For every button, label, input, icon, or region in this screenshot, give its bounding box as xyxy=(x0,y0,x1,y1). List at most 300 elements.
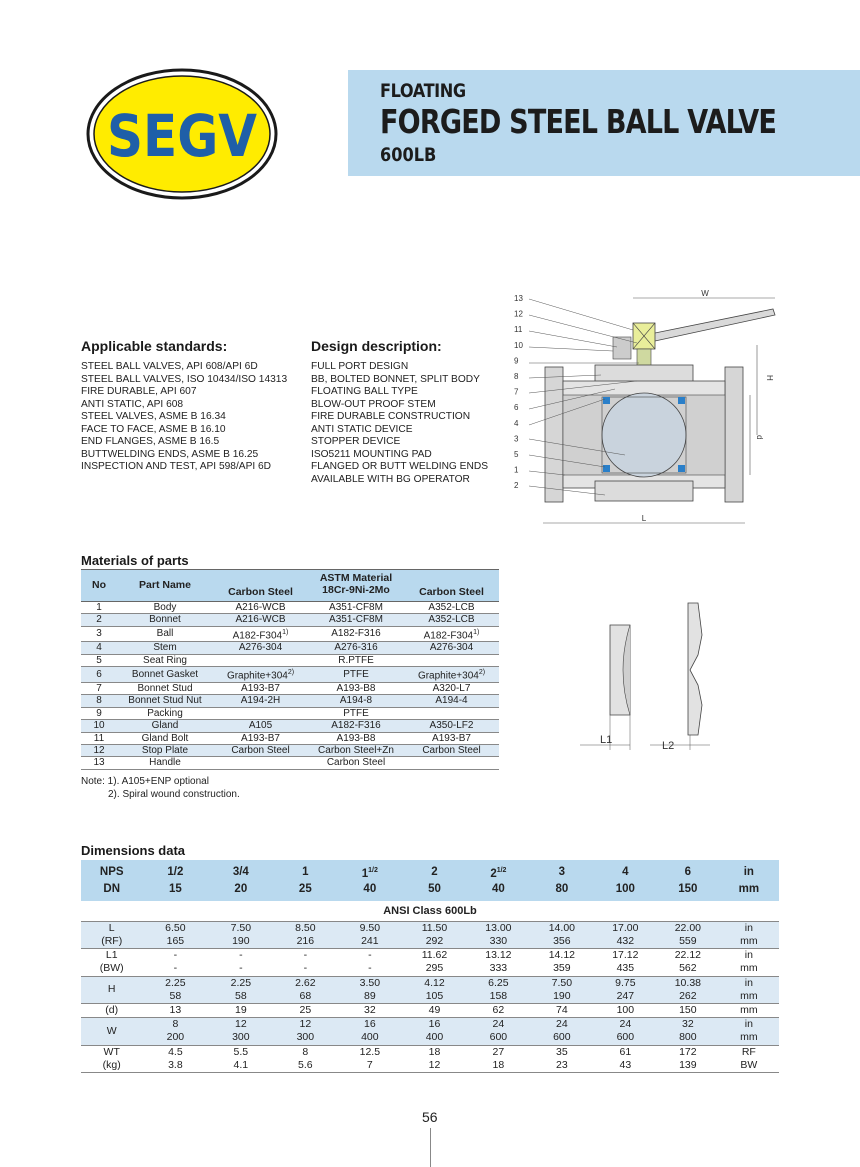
part-no: 4 xyxy=(96,642,102,654)
dn-label: DN xyxy=(103,882,121,895)
dim-value: 89 xyxy=(337,990,402,1004)
note-2: 2). Spiral wound construction. xyxy=(108,788,240,800)
dim-value: 7 xyxy=(337,1059,402,1073)
design-item: AVAILABLE WITH BG OPERATOR xyxy=(311,473,470,485)
product-subtitle: FLOATING xyxy=(380,80,466,102)
material-row xyxy=(81,720,499,732)
nps-whole: in xyxy=(743,865,754,878)
material-value: Graphite+304 xyxy=(226,670,288,682)
footnote-ref: 1) xyxy=(473,628,480,636)
dim-row-in xyxy=(81,976,779,990)
dim-row-in xyxy=(81,1018,779,1032)
dim-value: 100 xyxy=(594,1004,657,1018)
dim-value: 300 xyxy=(208,1031,273,1045)
dim-value: 2.25 xyxy=(208,976,273,990)
dim-value: 14.12 xyxy=(548,949,575,962)
material-row xyxy=(81,614,499,626)
material-value: A216-WCB xyxy=(235,614,286,626)
dim-value: 7.50 xyxy=(208,921,273,935)
material-cs1 xyxy=(213,667,308,683)
part-no: 12 xyxy=(93,744,105,756)
part-name: Bonnet xyxy=(149,614,181,626)
dim-value: 58 xyxy=(142,990,208,1004)
part-name: Handle xyxy=(149,757,181,769)
callout-3: 3 xyxy=(514,434,519,444)
dim-w-label: W xyxy=(701,289,709,298)
callout-1: 1 xyxy=(514,465,519,475)
dim-value: 158 xyxy=(467,990,530,1004)
callout-2: 2 xyxy=(514,481,519,491)
dim-value: 4.5 xyxy=(168,1045,183,1058)
nps-fraction: 1/2 xyxy=(496,867,507,874)
material-row xyxy=(81,626,499,642)
material-value: A194-4 xyxy=(435,695,468,707)
dim-value: in xyxy=(719,921,779,935)
callout-13: 13 xyxy=(514,294,523,303)
material-ss xyxy=(308,601,404,613)
dn-value: 50 xyxy=(428,882,441,895)
dim-label: H xyxy=(81,976,142,1003)
standards-section xyxy=(81,338,287,474)
dim-value: 172 xyxy=(679,1045,697,1058)
design-item: STOPPER DEVICE xyxy=(311,436,401,447)
material-value: A276-316 xyxy=(334,642,378,654)
material-value: Graphite+304 xyxy=(417,670,479,682)
material-value: A193-B7 xyxy=(241,732,280,744)
dim-label: (d) xyxy=(81,1004,142,1018)
material-value: PTFE xyxy=(343,668,369,680)
part-no: 1 xyxy=(96,601,102,613)
dim-value: 13.00 xyxy=(467,921,530,935)
material-cs1 xyxy=(213,614,308,626)
dim-row-mm xyxy=(81,962,779,976)
materials-table xyxy=(81,569,499,770)
dim-value: 200 xyxy=(142,1031,208,1045)
dim-value: - xyxy=(273,962,337,976)
material-cs1 xyxy=(213,695,308,707)
part-no: 3 xyxy=(96,628,102,640)
material-cs1 xyxy=(213,744,308,756)
dn-value: mm xyxy=(738,882,760,895)
dim-value: - xyxy=(208,962,273,976)
material-ss xyxy=(308,626,404,642)
material-value: A182-F304 xyxy=(232,629,283,641)
footnote-ref: 2) xyxy=(287,669,295,677)
material-row xyxy=(81,707,499,719)
part-name: Bonnet Stud Nut xyxy=(128,695,202,707)
dim-value: 74 xyxy=(530,1004,593,1018)
design-section xyxy=(311,338,488,486)
dim-value: 17.12 xyxy=(612,949,639,962)
callout-12: 12 xyxy=(514,309,523,319)
dim-value: 333 xyxy=(467,962,530,976)
dim-value: 5.5 xyxy=(233,1045,249,1058)
nps-value xyxy=(337,860,402,882)
dim-value: 600 xyxy=(467,1031,530,1045)
material-value: A193-B7 xyxy=(241,682,280,694)
material-value: A182-F304 xyxy=(423,629,474,641)
dim-value: 432 xyxy=(594,935,657,949)
standard-item: STEEL BALL VALVES, ISO 10434/ISO 14313 xyxy=(81,373,288,385)
nps-value xyxy=(273,860,337,882)
dim-label: L xyxy=(81,921,142,935)
dn-value: 80 xyxy=(555,882,569,895)
dim-sublabel: (RF) xyxy=(81,935,142,949)
dim-value: 43 xyxy=(594,1059,657,1073)
nps-label: NPS xyxy=(99,865,124,878)
standard-item: STEEL BALL VALVES, API 608/API 6D xyxy=(81,361,258,372)
dim-value: 190 xyxy=(208,935,273,949)
pressure-class: 600LB xyxy=(380,144,437,166)
dim-row-in xyxy=(81,1045,779,1059)
material-value: A193-B8 xyxy=(336,682,376,694)
logo-text: SEGV xyxy=(107,102,258,170)
dim-value: 4.12 xyxy=(402,976,466,990)
callout-10: 10 xyxy=(514,340,523,350)
col-stainless: 18Cr-9Ni-2Mo xyxy=(322,583,390,596)
dim-value: 2.62 xyxy=(273,976,337,990)
material-cs1 xyxy=(213,642,308,654)
dim-value: 105 xyxy=(402,990,466,1004)
material-value: Carbon Steel+Zn xyxy=(318,744,394,756)
part-name: Stem xyxy=(153,642,177,654)
nps-value xyxy=(467,860,530,882)
callout-5: 5 xyxy=(514,450,519,459)
material-cs2 xyxy=(404,695,499,707)
col-carbon-steel-2: Carbon Steel xyxy=(419,586,484,599)
nps-whole: 2 xyxy=(431,865,438,878)
dim-value: 292 xyxy=(402,935,466,949)
class-label: ANSI Class 600Lb xyxy=(81,901,779,922)
standard-item: ANTI STATIC, API 608 xyxy=(81,398,184,410)
standards-list xyxy=(81,361,287,474)
dim-value: 14.00 xyxy=(530,921,593,935)
dim-value: - xyxy=(173,949,178,962)
dim-value: 10.38 xyxy=(657,976,719,990)
material-value: A216-WCB xyxy=(235,601,286,613)
material-common: Carbon Steel xyxy=(326,757,386,769)
dim-l2-label: L2 xyxy=(662,740,675,752)
part-name: Bonnet Gasket xyxy=(131,668,199,680)
nps-fraction: 1/2 xyxy=(368,867,378,874)
material-ss xyxy=(308,732,404,744)
dim-l1-label: L1 xyxy=(600,734,613,746)
col-carbon-steel-1: Carbon Steel xyxy=(228,586,293,599)
dim-value: 359 xyxy=(530,962,593,976)
standard-item: BUTTWELDING ENDS, ASME B 16.25 xyxy=(81,448,259,460)
part-no: 2 xyxy=(96,614,102,626)
dim-label: W xyxy=(81,1018,142,1045)
dim-value: 8 xyxy=(302,1045,309,1058)
part-no: 7 xyxy=(96,682,102,694)
dn-value: 25 xyxy=(298,882,312,895)
standard-item: END FLANGES, ASME B 16.5 xyxy=(81,436,220,447)
dim-value: 13 xyxy=(142,1004,208,1018)
material-cs2 xyxy=(404,614,499,626)
dim-value: 600 xyxy=(594,1031,657,1045)
dim-value: 12.5 xyxy=(359,1045,381,1058)
valve-section-drawing xyxy=(505,285,785,530)
dim-value: 12 xyxy=(273,1018,337,1032)
dim-value: 18 xyxy=(428,1045,441,1058)
material-value: A194-2H xyxy=(240,695,281,707)
dim-row-mm xyxy=(81,1059,779,1073)
dim-sublabel: (kg) xyxy=(81,1059,142,1073)
nps-whole: 2 xyxy=(490,867,497,880)
material-value: A276-304 xyxy=(238,642,283,654)
nps-value xyxy=(719,860,779,882)
material-row xyxy=(81,757,499,769)
material-cs2 xyxy=(404,720,499,732)
material-value: Carbon Steel xyxy=(231,744,290,756)
materials-note xyxy=(81,776,240,801)
callout-7: 7 xyxy=(514,387,519,397)
dim-value: 27 xyxy=(492,1045,505,1058)
nps-value xyxy=(594,860,657,882)
dim-value: 24 xyxy=(594,1018,657,1032)
design-heading: Design description: xyxy=(311,338,442,354)
part-no: 6 xyxy=(96,668,102,680)
material-value: A193-B7 xyxy=(432,732,471,744)
dim-row-mm xyxy=(81,935,779,949)
material-cs2 xyxy=(404,732,499,744)
dim-value: 190 xyxy=(530,990,593,1004)
material-cs1 xyxy=(213,732,308,744)
nps-whole: 1 xyxy=(302,865,309,878)
material-cs2 xyxy=(404,601,499,613)
dim-value: 330 xyxy=(467,935,530,949)
dim-value: 12 xyxy=(402,1059,466,1073)
dim-value: 11.50 xyxy=(402,921,466,935)
part-no: 13 xyxy=(93,757,105,769)
dim-value: 17.00 xyxy=(594,921,657,935)
part-name: Gland Bolt xyxy=(141,732,189,744)
col-no: No xyxy=(92,579,106,592)
dimensions-table xyxy=(81,860,779,1073)
company-logo xyxy=(86,68,278,200)
material-ss xyxy=(308,720,404,732)
dim-value: 295 xyxy=(402,962,466,976)
material-value: A352-LCB xyxy=(428,614,475,626)
design-item: ISO5211 MOUNTING PAD xyxy=(311,448,432,460)
design-item: FLOATING BALL TYPE xyxy=(311,386,418,397)
design-item: ANTI STATIC DEVICE xyxy=(311,423,413,435)
material-value: A320-L7 xyxy=(432,682,471,694)
material-common: PTFE xyxy=(343,707,369,719)
dim-value: 35 xyxy=(556,1045,568,1058)
nps-value xyxy=(657,860,719,882)
material-row xyxy=(81,732,499,744)
nps-value xyxy=(208,860,273,882)
part-name: Packing xyxy=(147,707,183,719)
callout-11: 11 xyxy=(514,325,523,335)
dim-row-mm xyxy=(81,990,779,1004)
standard-item: FIRE DURABLE, API 607 xyxy=(81,386,197,397)
dim-value: 32 xyxy=(657,1018,719,1032)
material-ss xyxy=(308,744,404,756)
design-item: FLANGED OR BUTT WELDING ENDS xyxy=(311,461,488,472)
dim-value: RF xyxy=(741,1045,756,1058)
dimensions-heading: Dimensions data xyxy=(81,843,186,858)
nps-value xyxy=(530,860,593,882)
dim-value: 300 xyxy=(273,1031,337,1045)
material-common: R.PTFE xyxy=(338,654,374,666)
dim-value: 16 xyxy=(337,1018,402,1032)
dn-value: 20 xyxy=(234,882,248,895)
material-row xyxy=(81,654,499,666)
part-no: 10 xyxy=(93,720,105,732)
material-value: A182-F316 xyxy=(331,720,381,732)
dim-value: - xyxy=(239,949,243,962)
dim-value: 8 xyxy=(142,1018,208,1032)
dim-value: 562 xyxy=(657,962,719,976)
nps-whole: 1/2 xyxy=(167,865,184,878)
material-value: A182-F316 xyxy=(331,628,381,640)
callout-6: 6 xyxy=(514,403,519,413)
dim-value: 800 xyxy=(657,1031,719,1045)
note-1: Note: 1). A105+ENP optional xyxy=(81,776,209,787)
callout-4: 4 xyxy=(514,418,519,428)
dim-value: in xyxy=(719,976,779,990)
nps-value xyxy=(142,860,208,882)
material-ss xyxy=(308,642,404,654)
material-row xyxy=(81,695,499,707)
nps-whole: 1 xyxy=(361,867,369,880)
dim-value: 400 xyxy=(337,1031,402,1045)
material-cs2 xyxy=(404,744,499,756)
dim-value: 62 xyxy=(467,1004,530,1018)
dim-value: 61 xyxy=(619,1045,632,1058)
dim-value: 24 xyxy=(530,1018,593,1032)
design-item: BB, BOLTED BONNET, SPLIT BODY xyxy=(311,373,480,385)
material-cs1 xyxy=(213,626,308,642)
nps-whole: 3/4 xyxy=(232,865,249,878)
dim-value: 7.50 xyxy=(530,976,593,990)
dim-value: 32 xyxy=(337,1004,402,1018)
material-ss xyxy=(308,614,404,626)
dim-value: 435 xyxy=(594,962,657,976)
dim-value: 23 xyxy=(530,1059,593,1073)
material-cs2 xyxy=(404,667,499,683)
part-name: Bonnet Stud xyxy=(137,682,193,694)
material-row xyxy=(81,667,499,683)
dn-value: 40 xyxy=(491,882,505,895)
part-no: 8 xyxy=(96,695,102,707)
dim-value: 9.75 xyxy=(594,976,657,990)
material-cs1 xyxy=(213,601,308,613)
dim-value: 5.6 xyxy=(273,1059,337,1073)
dim-value: 139 xyxy=(657,1059,719,1073)
dn-value: 150 xyxy=(678,882,698,895)
material-cs2 xyxy=(404,642,499,654)
dim-value: 4.1 xyxy=(208,1059,273,1073)
material-cs2 xyxy=(404,626,499,642)
material-value: Carbon Steel xyxy=(422,744,481,756)
dim-value: 9.50 xyxy=(337,921,402,935)
dim-label: WT xyxy=(103,1045,120,1058)
callout-8: 8 xyxy=(514,372,519,381)
dim-value: 11.62 xyxy=(421,949,448,962)
part-name: Body xyxy=(153,601,177,613)
dim-value: 165 xyxy=(142,935,208,949)
design-item: FIRE DURABLE CONSTRUCTION xyxy=(311,411,471,422)
material-value: A352-LCB xyxy=(428,601,475,613)
dim-value: 3.50 xyxy=(337,976,402,990)
dim-value: 150 xyxy=(657,1004,719,1018)
footnote-ref: 1) xyxy=(282,628,289,636)
dim-value: 49 xyxy=(402,1004,466,1018)
buttweld-end-drawing xyxy=(580,595,740,755)
callout-9: 9 xyxy=(514,356,519,366)
standard-item: FACE TO FACE, ASME B 16.10 xyxy=(81,423,226,435)
dim-value: 262 xyxy=(657,990,719,1004)
part-name: Ball xyxy=(156,628,174,640)
materials-heading: Materials of parts xyxy=(81,553,189,568)
col-part-name: Part Name xyxy=(139,578,191,591)
dim-value: 13.12 xyxy=(485,949,512,962)
standard-item: INSPECTION AND TEST, API 598/API 6D xyxy=(81,461,272,472)
dim-label: L1 xyxy=(105,949,118,962)
dim-sublabel: (BW) xyxy=(81,962,142,976)
dim-row-in xyxy=(81,921,779,935)
nps-value xyxy=(402,860,466,882)
part-name: Stop Plate xyxy=(141,744,189,756)
material-ss xyxy=(308,682,404,694)
material-row xyxy=(81,642,499,654)
part-no: 5 xyxy=(96,654,102,666)
material-cs1 xyxy=(213,682,308,694)
product-title: FORGED STEEL BALL VALVE xyxy=(380,102,777,141)
dim-value: 6.50 xyxy=(142,921,208,935)
dn-value: 100 xyxy=(615,882,635,895)
dim-l-label: L xyxy=(641,514,647,523)
dim-value: - xyxy=(368,949,372,962)
part-name: Seat Ring xyxy=(143,654,187,666)
standard-item: STEEL VALVES, ASME B 16.34 xyxy=(81,411,226,422)
nps-whole: 4 xyxy=(622,865,629,878)
dim-value: 16 xyxy=(402,1018,466,1032)
dim-value: mm xyxy=(719,962,779,976)
material-value: A351-CF8M xyxy=(329,614,383,626)
dim-value: in xyxy=(744,949,753,962)
dim-value: 22.12 xyxy=(674,949,701,962)
dim-value: 247 xyxy=(594,990,657,1004)
dim-value: 19 xyxy=(208,1004,273,1018)
material-value: A350-LF2 xyxy=(429,720,474,732)
dim-value: - xyxy=(337,962,402,976)
part-no: 9 xyxy=(96,707,102,719)
material-value: A193-B8 xyxy=(336,732,376,744)
dim-value: 559 xyxy=(657,935,719,949)
material-ss xyxy=(308,667,404,683)
dim-value: BW xyxy=(719,1059,779,1073)
design-list xyxy=(311,361,488,486)
material-cs1 xyxy=(213,720,308,732)
title-band xyxy=(348,70,860,176)
dim-value: 18 xyxy=(467,1059,530,1073)
dim-value: mm xyxy=(719,1031,779,1045)
part-name: Gland xyxy=(151,720,179,732)
material-value: A105 xyxy=(248,720,273,732)
dim-value: 241 xyxy=(337,935,402,949)
dim-value: 8.50 xyxy=(273,921,337,935)
dim-value: 58 xyxy=(208,990,273,1004)
dim-value: 12 xyxy=(208,1018,273,1032)
dim-value: 400 xyxy=(402,1031,466,1045)
dim-value: 3.8 xyxy=(142,1059,208,1073)
dim-d-label: d xyxy=(755,435,764,440)
design-item: FULL PORT DESIGN xyxy=(311,361,409,372)
